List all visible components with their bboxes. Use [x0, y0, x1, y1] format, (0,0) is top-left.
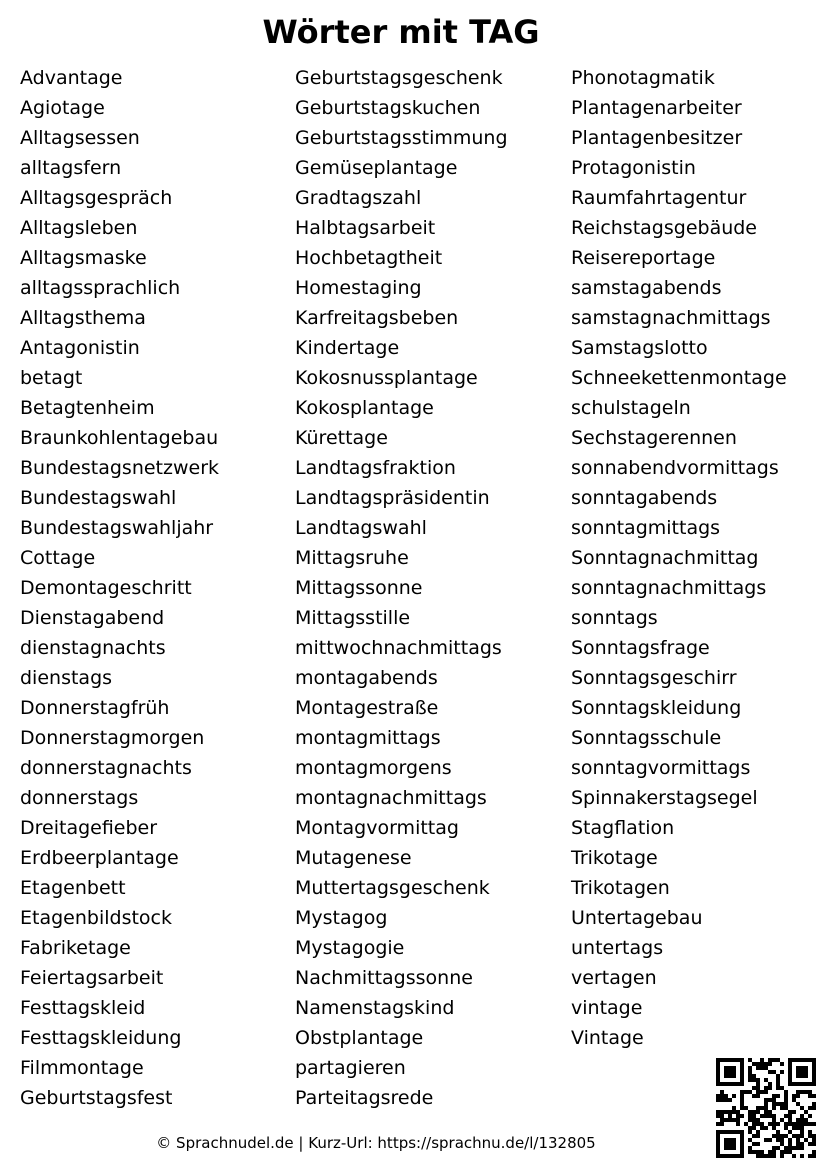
- word-item: alltagssprachlich: [20, 277, 181, 299]
- word-item: Mutagenese: [295, 847, 412, 869]
- qr-code-icon[interactable]: [716, 1058, 816, 1158]
- word-item: sonntags: [571, 607, 658, 629]
- word-item: Alltagsleben: [20, 217, 138, 239]
- word-item: Alltagsessen: [20, 127, 140, 149]
- word-item: Stagflation: [571, 817, 675, 839]
- word-item: Obstplantage: [295, 1027, 424, 1049]
- word-item: Mittagssonne: [295, 577, 423, 599]
- word-item: donnerstagnachts: [20, 757, 192, 779]
- word-item: vertagen: [571, 967, 657, 989]
- word-item: Bundestagsnetzwerk: [20, 457, 220, 479]
- word-item: Sonntagsfrage: [571, 637, 710, 659]
- word-item: Geburtstagsstimmung: [295, 127, 508, 149]
- word-item: Festtagskleid: [20, 997, 146, 1019]
- word-item: Mystagog: [295, 907, 388, 929]
- word-item: Schneekettenmontage: [571, 367, 787, 389]
- word-item: Untertagebau: [571, 907, 703, 929]
- word-item: sonntagmittags: [571, 517, 721, 539]
- word-item: vintage: [571, 997, 643, 1019]
- footer-credit: © Sprachnudel.de | Kurz-Url: https://sprachnu.de/l/132805: [156, 1134, 596, 1152]
- word-item: Plantagenbesitzer: [571, 127, 743, 149]
- word-item: Sechstagerennen: [571, 427, 737, 449]
- word-item: Erdbeerplantage: [20, 847, 179, 869]
- word-item: montagabends: [295, 667, 438, 689]
- word-item: Plantagenarbeiter: [571, 97, 742, 119]
- word-item: Gemüseplantage: [295, 157, 458, 179]
- word-item: sonntagvormittags: [571, 757, 751, 779]
- word-column-3: [571, 63, 787, 1053]
- word-item: Cottage: [20, 547, 96, 569]
- word-item: samstagnachmittags: [571, 307, 771, 329]
- word-item: Alltagsthema: [20, 307, 146, 329]
- word-item: Trikotagen: [571, 877, 670, 899]
- word-item: Dienstagabend: [20, 607, 165, 629]
- word-item: Kürettage: [295, 427, 388, 449]
- word-column-1: [20, 63, 219, 1113]
- word-item: sonntagabends: [571, 487, 718, 509]
- page-title: Wörter mit TAG: [262, 13, 540, 51]
- word-item: Agiotage: [20, 97, 105, 119]
- word-item: Landtagsfraktion: [295, 457, 456, 479]
- word-item: Raumfahrtagentur: [571, 187, 747, 209]
- word-item: Karfreitagsbeben: [295, 307, 459, 329]
- word-item: Hochbetagtheit: [295, 247, 443, 269]
- word-item: montagnachmittags: [295, 787, 487, 809]
- word-item: Mittagsstille: [295, 607, 411, 629]
- word-item: Geburtstagskuchen: [295, 97, 481, 119]
- word-item: Feiertagsarbeit: [20, 967, 164, 989]
- word-item: Antagonistin: [20, 337, 140, 359]
- word-item: betagt: [20, 367, 83, 389]
- word-item: untertags: [571, 937, 664, 959]
- word-item: Filmmontage: [20, 1057, 144, 1079]
- word-item: schulstageln: [571, 397, 691, 419]
- word-item: Samstagslotto: [571, 337, 708, 359]
- word-item: Geburtstagsfest: [20, 1087, 173, 1109]
- word-item: Vintage: [571, 1027, 644, 1049]
- word-item: Halbtagsarbeit: [295, 217, 436, 239]
- word-item: Kindertage: [295, 337, 400, 359]
- word-item: alltagsfern: [20, 157, 122, 179]
- word-item: Nachmittagssonne: [295, 967, 473, 989]
- word-item: Kokosnussplantage: [295, 367, 478, 389]
- word-item: Demontageschritt: [20, 577, 192, 599]
- word-item: Betagtenheim: [20, 397, 155, 419]
- word-item: partagieren: [295, 1057, 406, 1079]
- word-item: Sonntagsschule: [571, 727, 722, 749]
- word-item: Advantage: [20, 67, 123, 89]
- word-item: Montagvormittag: [295, 817, 459, 839]
- word-item: Gradtagszahl: [295, 187, 422, 209]
- word-item: samstagabends: [571, 277, 722, 299]
- word-item: Namenstagskind: [295, 997, 455, 1019]
- word-item: Fabriketage: [20, 937, 131, 959]
- word-item: Phonotagmatik: [571, 67, 715, 89]
- word-item: Landtagswahl: [295, 517, 427, 539]
- word-item: Montagestraße: [295, 697, 439, 719]
- word-item: mittwochnachmittags: [295, 637, 502, 659]
- word-item: Protagonistin: [571, 157, 696, 179]
- word-item: Sonntagskleidung: [571, 697, 742, 719]
- word-item: Etagenbett: [20, 877, 126, 899]
- word-item: Kokosplantage: [295, 397, 434, 419]
- word-item: Sonntagnachmittag: [571, 547, 759, 569]
- word-item: montagmittags: [295, 727, 441, 749]
- word-item: Donnerstagmorgen: [20, 727, 205, 749]
- word-item: Reichstagsgebäude: [571, 217, 758, 239]
- word-column-2: [295, 63, 508, 1113]
- word-item: Mittagsruhe: [295, 547, 409, 569]
- word-item: Spinnakerstagsegel: [571, 787, 758, 809]
- word-item: Parteitagsrede: [295, 1087, 434, 1109]
- word-item: Festtagskleidung: [20, 1027, 182, 1049]
- word-item: Donnerstagfrüh: [20, 697, 170, 719]
- word-item: Landtagspräsidentin: [295, 487, 490, 509]
- word-item: Reisereportage: [571, 247, 716, 269]
- word-item: Geburtstagsgeschenk: [295, 67, 503, 89]
- word-item: dienstags: [20, 667, 113, 689]
- word-item: Dreitagefieber: [20, 817, 158, 839]
- word-item: Bundestagswahl: [20, 487, 177, 509]
- word-item: Braunkohlentagebau: [20, 427, 219, 449]
- word-item: dienstagnachts: [20, 637, 166, 659]
- word-item: Trikotage: [571, 847, 658, 869]
- word-item: montagmorgens: [295, 757, 452, 779]
- word-item: Alltagsmaske: [20, 247, 147, 269]
- word-item: Homestaging: [295, 277, 422, 299]
- word-item: Alltagsgespräch: [20, 187, 173, 209]
- word-item: Sonntagsgeschirr: [571, 667, 737, 689]
- word-item: sonnabendvormittags: [571, 457, 779, 479]
- word-item: sonntagnachmittags: [571, 577, 767, 599]
- word-item: Mystagogie: [295, 937, 405, 959]
- word-item: donnerstags: [20, 787, 139, 809]
- word-item: Bundestagswahljahr: [20, 517, 214, 539]
- word-item: Etagenbildstock: [20, 907, 172, 929]
- word-item: Muttertagsgeschenk: [295, 877, 490, 899]
